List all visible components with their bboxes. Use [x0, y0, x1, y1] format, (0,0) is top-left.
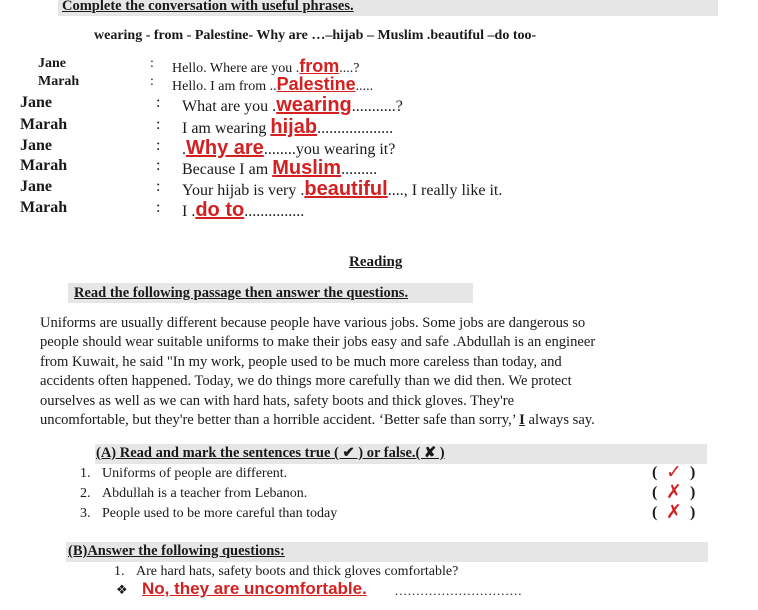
speaker-name: Marah	[20, 116, 68, 133]
item-number: 2.	[80, 486, 91, 501]
answer-paren-open: (	[652, 504, 658, 521]
conversation-line: .Why are........you wearing it?	[182, 137, 396, 159]
section-b-title: (B)Answer the following questions:	[68, 543, 285, 559]
exercise-title: Complete the conversation with useful phrases.	[62, 0, 354, 14]
filled-answer: wearing	[276, 94, 352, 116]
speaker-name: Marah	[20, 157, 68, 174]
filled-answer: from	[299, 56, 340, 76]
cross-mark-icon: ✗	[666, 501, 682, 523]
question-number: 1.	[114, 564, 125, 579]
filled-answer: do to	[195, 199, 245, 221]
filled-answer: Why are	[186, 137, 264, 159]
passage-line: uncomfortable, but they're better than a horrible accident. ‘Better safe than sorry,’ I always say.	[40, 412, 595, 429]
filled-answer: Palestine	[276, 74, 356, 94]
answer-paren-close: )	[690, 464, 696, 481]
colon-separator: :	[156, 199, 161, 216]
speaker-name: Jane	[20, 178, 52, 195]
question-text: Are hard hats, safety boots and thick gloves comfortable?	[136, 564, 459, 579]
speaker-name: Marah	[20, 199, 68, 216]
answer-paren-close: )	[690, 484, 696, 501]
colon-separator: :	[156, 157, 161, 174]
answer-dots: ..............................	[395, 583, 523, 598]
speaker-name: Jane	[20, 137, 52, 154]
conversation-line: What are you .wearing...........?	[182, 94, 403, 116]
passage-line: ourselves as well as we can with hard hats, safety boots and thick gloves. They're	[40, 392, 515, 409]
passage	[40, 314, 595, 430]
conversation-line: Hello. I am from ..Palestine.....	[172, 74, 374, 94]
cross-mark-icon: ✗	[666, 481, 682, 503]
statement-text: People used to be more careful than today	[102, 506, 338, 521]
word-bank: wearing - from - Palestine- Why are …–hijab – Muslim .beautiful –do too-	[94, 28, 537, 43]
statement-text: Abdullah is a teacher from Lebanon.	[102, 486, 308, 501]
filled-answer: Muslim	[272, 157, 342, 179]
statement-text: Uniforms of people are different.	[102, 466, 288, 481]
answer-paren-open: (	[652, 484, 658, 501]
filled-answer: beautiful	[304, 178, 388, 200]
filled-answer: hijab	[270, 116, 318, 138]
conversation-line: Your hijab is very .beautiful...., I really like it.	[182, 178, 503, 200]
speaker-name: Jane	[38, 56, 66, 71]
conversation-line: Because I am Muslim.........	[182, 157, 378, 179]
passage-line: from Kuwait, he said "In my work, people used to be much more careless than today, and	[40, 353, 562, 370]
passage-line: Uniforms are usually different because people have various jobs. Some jobs are dangerous so	[40, 315, 586, 331]
bullet-icon: ❖	[116, 583, 128, 598]
answer-paren-open: (	[652, 464, 658, 481]
passage-line: accidents often happened. Today, we do things more carefully than we did then. We protect	[40, 373, 572, 390]
check-mark-icon: ✓	[666, 461, 682, 483]
answer-paren-close: )	[690, 504, 696, 521]
item-number: 1.	[80, 466, 91, 481]
colon-separator: :	[156, 178, 161, 195]
colon-separator: :	[156, 137, 161, 154]
conversation-line: I am wearing hijab...................	[182, 116, 394, 138]
passage-line: people should wear suitable uniforms to make their jobs easy and safe .Abdullah is an engineer	[40, 334, 596, 351]
item-number: 3.	[80, 506, 91, 521]
colon-separator: :	[150, 56, 154, 71]
answer-text: No, they are uncomfortable.	[142, 579, 367, 598]
conversation-line: I .do to...............	[182, 199, 305, 221]
speaker-name: Jane	[20, 94, 52, 111]
section-a-title: (A) Read and mark the sentences true ( ✔ ) or false.( ✘ )	[96, 445, 445, 461]
conversation-line: Hello. Where are you .from....?	[172, 56, 360, 76]
speaker-name: Marah	[38, 74, 80, 89]
reading-instruction: Read the following passage then answer the questions.	[74, 285, 409, 301]
reading-heading: Reading	[349, 254, 403, 270]
colon-separator: :	[156, 94, 161, 111]
colon-separator: :	[156, 116, 161, 133]
passage-pronoun: I	[519, 412, 525, 429]
colon-separator: :	[150, 74, 154, 89]
